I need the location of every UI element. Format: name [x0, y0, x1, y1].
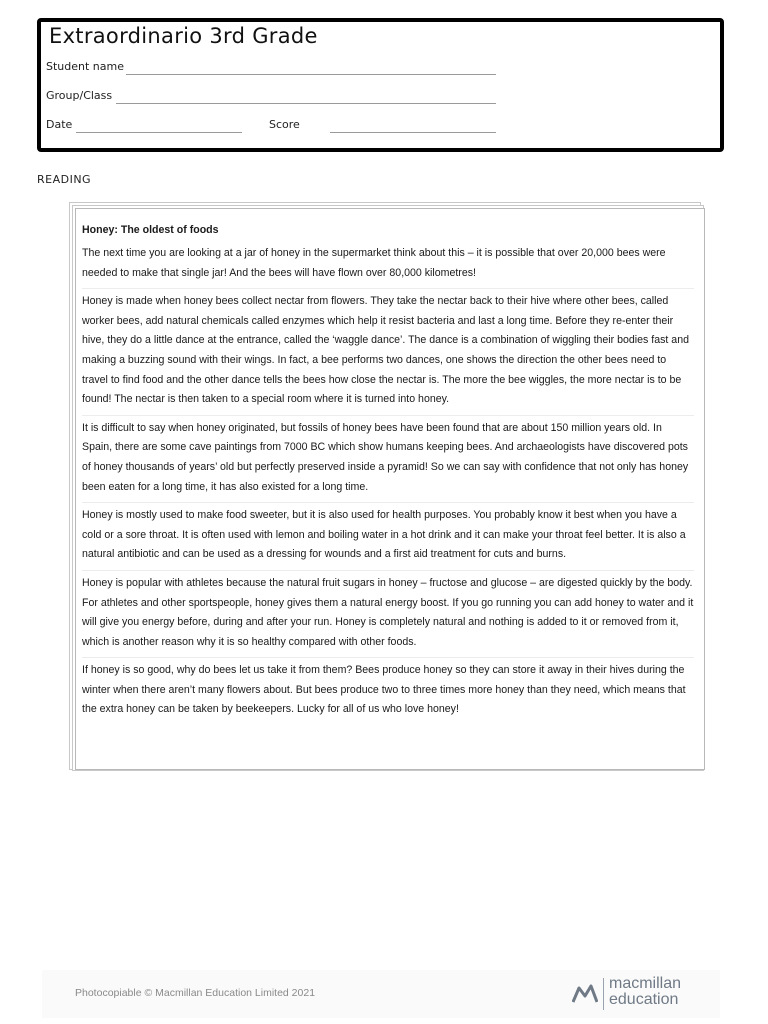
reading-text-card — [75, 208, 705, 770]
date-label: Date — [46, 118, 73, 131]
group-class-label: Group/Class — [46, 89, 113, 102]
student-name-label: Student name — [46, 60, 124, 73]
copyright-notice: Photocopiable © Macmillan Education Limited 2021 — [75, 987, 316, 999]
student-name-field[interactable] — [126, 74, 496, 75]
logo-line-education: education — [609, 991, 679, 1008]
article — [82, 223, 694, 725]
logo-divider — [603, 978, 604, 1010]
article-paragraph-5: Honey is popular with athletes because the natural fruit sugars in honey – fructose and glucose – are digested quickly by the body. For athletes and other sportspeople, honey gives them a natural energy boost. If you go running you can add honey to water and it will give you energy before, during and after your run. Honey is completely natural and nothing is added to it or removed from it, which is another reason why it is so healthy compared with other foods. — [82, 570, 694, 657]
article-paragraph-6: If honey is so good, why do bees let us take it from them? Bees produce honey so they can store it away in their hives during the winter when there aren’t many flowers about. But bees produce two to three times more honey than they need, which means that the extra honey can be taken by beekeepers. Lucky for all of us who love honey! — [82, 657, 694, 725]
article-paragraph-3: It is difficult to say when honey originated, but fossils of honey bees have been found that are about 150 million years old. In Spain, there are some cave paintings from 7000 BC which show humans keeping bees. And archaeologists have discovered pots of honey thousands of years’ old but perfectly preserved inside a pyramid! So we can say with confidence that not only has honey been eaten for a long time, it has also existed for a long time. — [82, 415, 694, 502]
page-footer — [42, 970, 720, 1018]
article-paragraph-4: Honey is mostly used to make food sweeter, but it is also used for health purposes. You probably know it best when you have a cold or a sore throat. It is often used with lemon and boiling water in a hot drink and it can make your throat feel better. It is also a natural antibiotic and can be used as a dressing for wounds and a first aid treatment for cuts and burns. — [82, 502, 694, 570]
logo-wordmark — [609, 976, 681, 1008]
score-field[interactable] — [330, 132, 496, 133]
logo-line-macmillan: macmillan — [609, 975, 682, 992]
article-title: Honey: The oldest of foods — [82, 224, 219, 236]
macmillan-logo-icon — [572, 982, 598, 1004]
date-field[interactable] — [76, 132, 242, 133]
article-paragraph-2: Honey is made when honey bees collect nectar from flowers. They take the nectar back to their hive where other bees, called worker bees, add natural chemicals called enzymes which help it resist bacteria and last a long time. Before they re-enter their hive, they do a little dance at the entrance, called the ‘waggle dance’. The dance is a combination of wiggling their bodies fast and making a buzzing sound with their wings. In fact, a bee performs two dances, one shows the direction the other bees need to travel to find food and the other dance tells the bees how close the nectar is. The more the bee wiggles, the more nectar is to be found! The nectar is then taken to a special room where it is turned into honey. — [82, 288, 694, 415]
student-info-box — [37, 18, 724, 152]
section-heading-reading: READING — [37, 173, 92, 186]
article-paragraph-1: The next time you are looking at a jar of honey in the supermarket think about this – it is possible that over 20,000 bees were needed to make that single jar! And the bees will have flown over 80,000 kilometres! — [82, 247, 666, 279]
group-class-field[interactable] — [116, 103, 496, 104]
score-label: Score — [269, 118, 300, 131]
macmillan-education-logo — [572, 976, 722, 1012]
page-title: Extraordinario 3rd Grade — [49, 24, 318, 48]
